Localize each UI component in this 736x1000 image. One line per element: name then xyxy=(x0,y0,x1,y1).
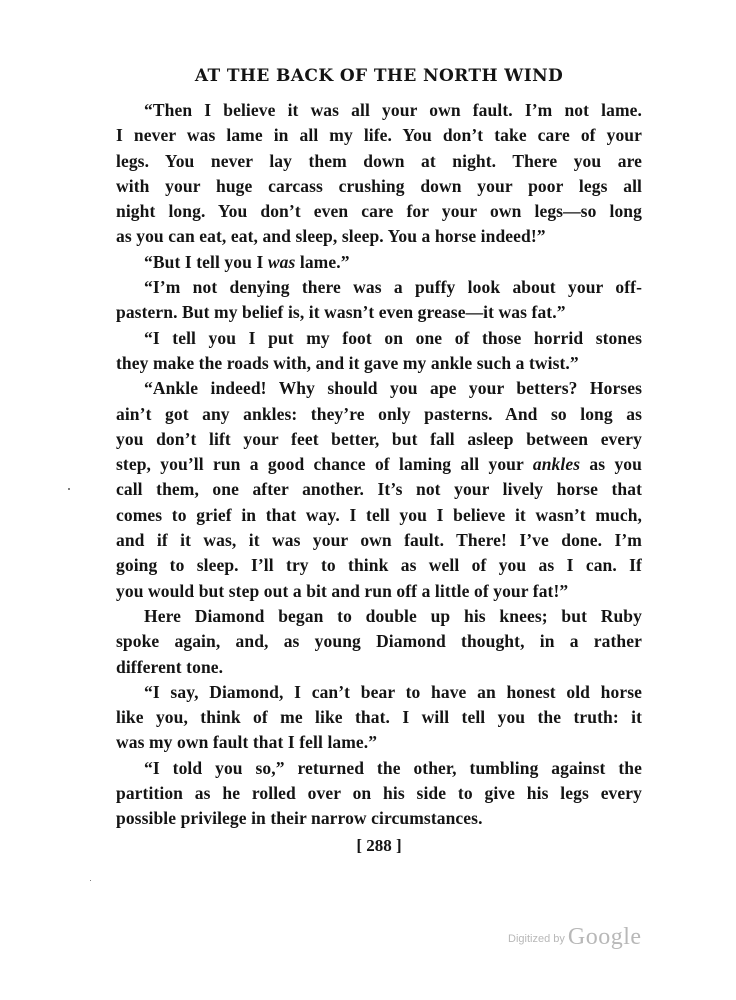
google-logo: Google xyxy=(567,924,642,950)
paragraph xyxy=(116,756,642,832)
paragraph xyxy=(116,680,642,756)
text-line: they make the roads with, and it gave my ankle such a twist.” xyxy=(116,352,579,373)
text-span: “But I tell you I xyxy=(144,251,268,272)
watermark-prefix: Digitized by xyxy=(508,933,565,945)
text-line: like you, think of me like that. I will tell you the truth: it xyxy=(116,707,642,728)
text-line: going to sleep. I’ll try to think as well of you as I can. If xyxy=(116,555,642,576)
text-line: pastern. But my belief is, it wasn’t even grease—it was fat.” xyxy=(116,302,566,323)
text-line: spoke again, and, as young Diamond thought, in a rather xyxy=(116,631,642,652)
paragraph xyxy=(116,376,642,604)
text-line: comes to grief in that way. I tell you I believe it wasn’t much, xyxy=(116,504,642,525)
text-line: “I say, Diamond, I can’t bear to have an honest old horse xyxy=(144,681,642,702)
text-line: possible privilege in their narrow circumstances. xyxy=(116,808,483,829)
text-line xyxy=(116,250,642,275)
text-line: was my own fault that I fell lame.” xyxy=(116,732,378,753)
paragraph xyxy=(116,250,642,275)
scan-speck xyxy=(68,488,70,490)
text-line: “I’m not denying there was a puffy look about your off- xyxy=(144,277,642,298)
scan-speck xyxy=(90,880,91,881)
italic-word: was xyxy=(267,251,296,272)
text-line: night long. You don’t even care for your own legs—so long xyxy=(116,201,642,222)
text-line: Here Diamond began to double up his knees; but Ruby xyxy=(144,605,642,626)
text-line: different tone. xyxy=(116,656,224,677)
paragraph xyxy=(116,604,642,680)
text-line: legs. You never lay them down at night. There you are xyxy=(116,150,642,171)
paragraph xyxy=(116,275,642,326)
text-line: ain’t got any ankles: they’re only pasterns. And so long as xyxy=(116,403,642,424)
text-line: and if it was, it was your own fault. There! I’ve done. I’m xyxy=(116,530,642,551)
paragraph xyxy=(116,98,642,250)
paragraph xyxy=(116,326,642,377)
text-line: with your huge carcass crushing down your poor legs all xyxy=(116,175,642,196)
italic-word: ankles xyxy=(532,454,581,475)
digitized-by-google-watermark xyxy=(508,924,642,951)
page-number: [ 288 ] xyxy=(356,835,402,855)
text-line: you would but step out a bit and run off a little of your fat!” xyxy=(116,580,569,601)
text-line: “I told you so,” returned the other, tumbling against the xyxy=(144,757,642,778)
text-span: as you xyxy=(580,454,642,475)
text-span: step, you’ll run a good chance of laming all your xyxy=(116,454,533,475)
text-line: call them, one after another. It’s not your lively horse that xyxy=(116,479,642,500)
text-line: as you can eat, eat, and sleep, sleep. You a horse indeed!” xyxy=(116,226,546,247)
running-title: AT THE BACK OF THE NORTH WIND xyxy=(194,66,564,86)
text-line xyxy=(116,452,642,477)
text-line: I never was lame in all my life. You don’t take care of your xyxy=(116,125,642,146)
text-span: lame.” xyxy=(295,251,350,272)
text-line: partition as he rolled over on his side to give his legs every xyxy=(116,783,642,804)
book-page xyxy=(116,66,642,856)
text-line: “Ankle indeed! Why should you ape your betters? Horses xyxy=(144,378,642,399)
text-line: “I tell you I put my foot on one of those horrid stones xyxy=(144,327,642,348)
text-line: you don’t lift your feet better, but fall asleep between every xyxy=(116,428,642,449)
text-line: “Then I believe it was all your own fault. I’m not lame. xyxy=(144,100,642,120)
